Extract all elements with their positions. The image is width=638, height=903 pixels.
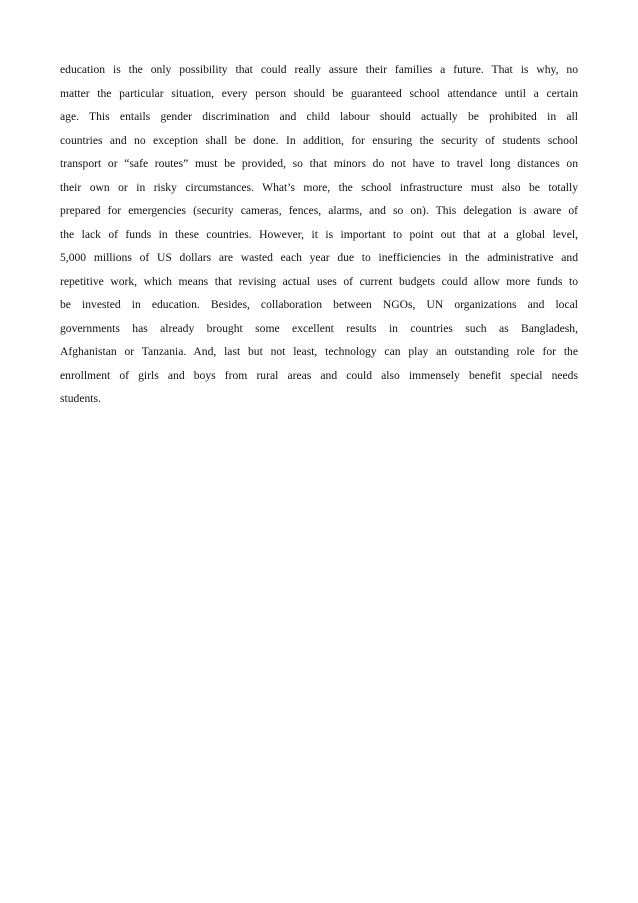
- paragraph-line-6: their own or in risky circumstances. What’s more, the school infrastructure must also be totally: [60, 180, 578, 194]
- paragraph-line-1: education is the only possibility that could really assure their families a future. That is why, no: [60, 63, 578, 76]
- paragraph-line-2: matter the particular situation, every person should be guaranteed school attendance until a certain: [60, 86, 578, 100]
- paragraph-line-11: be invested in education. Besides, collaboration between NGOs, UN organizations and local: [60, 298, 578, 311]
- paragraph-line-7: prepared for emergencies (security cameras, fences, alarms, and so on). This delegation is aware of: [60, 204, 578, 217]
- paragraph-line-5: transport or “safe routes” must be provided, so that minors do not have to travel long distances on: [60, 157, 578, 170]
- paragraph-line-15: students.: [60, 392, 101, 405]
- body-paragraph: [60, 58, 578, 411]
- paragraph-line-10: repetitive work, which means that revising actual uses of current budgets could allow more funds to: [60, 274, 578, 288]
- paragraph-line-9: 5,000 millions of US dollars are wasted each year due to inefficiencies in the administrative and: [60, 251, 578, 264]
- paragraph-line-8: the lack of funds in these countries. However, it is important to point out that at a global level,: [60, 227, 578, 241]
- paragraph-line-3: age. This entails gender discrimination and child labour should actually be prohibited in all: [60, 110, 578, 123]
- paragraph-line-14: enrollment of girls and boys from rural areas and could also immensely benefit special needs: [60, 368, 578, 382]
- paragraph-line-4: countries and no exception shall be done. In addition, for ensuring the security of students school: [60, 133, 578, 147]
- paragraph-line-12: governments has already brought some excellent results in countries such as Bangladesh,: [60, 321, 578, 335]
- paragraph-line-13: Afghanistan or Tanzania. And, last but not least, technology can play an outstanding role for the: [60, 345, 578, 358]
